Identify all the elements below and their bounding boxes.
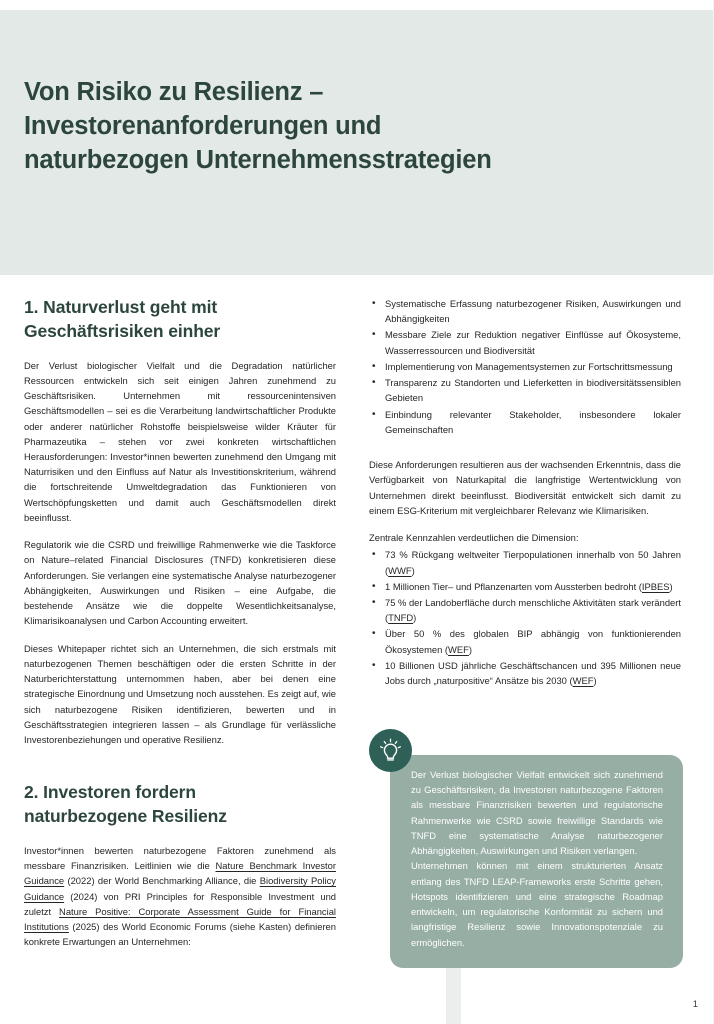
page-title-line-1: Von Risiko zu Resilienz – [24,78,324,106]
metric-text-tail: ) [593,675,597,687]
section-heading-1-line-1: 1. Naturverlust geht mit [24,297,218,317]
list-item: • Systematische Erfassung naturbezogener Risiken, Auswirkungen und Abhängigkeiten [369,296,681,326]
section-heading-2 [24,781,336,829]
metric-text: 75 % der Landoberfläche durch menschliche Aktivitäten stark verändert ( [385,596,681,624]
guidance-link-1[interactable]: Nature Benchmark Investor Guidance [24,860,336,887]
source-link[interactable]: WEF [572,675,594,687]
section1-paragraph-1: Der Verlust biologischer Vielfalt und die Degradation natürlicher Ressourcen entwickeln sich seit einigen Jahren zunehmend zu Geschäftsrisiken. Unternehmen mit ressourcenintensiven Geschäftsmodellen – sei es die Verarbeitung landwirtschaftlicher Produkte oder anderer natürlicher Rohstoffe beispielsweise wilder Kräuter für Pharmazeutika – stehen vor zwei konkreten wirtschaftlichen Herausforderungen: Investor*innen bewerten zunehmend den Umgang mit Naturrisiken und den Einfluss auf Natur als Investitionskriterium, während die fortschreitende Umweltdegradation das Funktionieren von Wertschöpfungsketten und damit auch Geschäftsmodellen direkt beeinflusst. [24,359,336,523]
metric-text-tail: ) [468,643,473,655]
metric-text-tail: ) [411,564,415,576]
source-link[interactable]: WWF [388,564,412,576]
callout-text [411,767,663,950]
callout-paragraph-1: Der Verlust biologischer Vielfalt entwickelt sich zunehmend zu Geschäftsrisiken, da Investoren naturbezogene Faktoren als messbare Finanzrisiken bewerten und regulatorische Rahmenwerke wie CSRD sowie freiwillige Standards wie TNFD eine systematische Analyse naturbezogener Abhängigkeiten, Auswirkungen und Risiken verlangen. [411,769,663,857]
section1-paragraph-2: Regulatorik wie die CSRD und freiwillige Rahmenwerke wie die Taskforce on Nature–related Financial Disclosures (TNFD) konkretisieren diese Anforderungen. Sie verlangen eine systematische Analyse naturbezogener Abhängigkeiten, Auswirkungen und Risiken – eine Aufgabe, die bestehende Ansätze wie die doppelte Wesentlichkeitsanalyse, Klimarisikoanalysen und Carbon Accounting erweitert. [24,539,336,627]
section2-paragraph [24,843,336,950]
list-gap [369,449,681,457]
metric-text: 73 % Rückgang weltweiter Tierpopulationen innerhalb von 50 Jahren ( [385,549,681,576]
paragraph-text-4: (2024) von PRI Principles for Responsible Investment und zuletzt [24,890,336,917]
list-item [369,658,681,688]
metric-text-tail: ) [669,580,673,592]
source-link[interactable]: IPBES [641,580,670,592]
section1-paragraph-3: Dieses Whitepaper richtet sich an Unternehmen, die sich erstmals mit naturbezogenen Themen beschäftigen oder die ersten Schritte in der Naturberichterstattung unternommen haben, aber bei denen eine strategische Einordnung und Umsetzung noch ausstehen. Es zeigt auf, wie sich naturbezogene Risiken identifizieren, bewerten und in Geschäftsstrategien integrieren lassen – als Grundlage für verlässliche Investorenbeziehungen und operative Resilienz. [24,642,336,745]
list-item [369,595,681,625]
section-heading-2-line-1: 2. Investoren fordern [24,782,196,803]
paragraph-text-6: (2025) des World Economic Forums (siehe Kasten) definieren konkrete Erwartungen an Unternehmen: [24,920,336,948]
page-number: 1 [692,999,698,1010]
list-item [369,579,681,594]
list-item [369,547,681,577]
right-column [369,296,681,700]
metrics-bullet-list [369,547,681,688]
list-item [369,626,681,656]
guidance-link-5[interactable]: Nature Positive: Corporate Assessment Guide for Financial Institutions [24,905,336,932]
metric-text-tail: ) [413,612,417,624]
page-title [24,76,694,178]
paragraph-text-2: (2022) der World Benchmarking Alliance, die [64,875,260,887]
page-title-line-2: Investorenanforderungen und [24,111,382,140]
page-title-line-3: naturbezogen Unternehmensstrategien [24,145,492,174]
list-item: • Implementierung von Managementsystemen zur Fortschrittsmessung [369,359,681,374]
lightbulb-icon [369,729,412,772]
requirements-paragraph: Diese Anforderungen resultieren aus der wachsenden Erkenntnis, dass die Verfügbarkeit von Naturkapital die langfristige Wertentwicklung von Unternehmen direkt beeinflusst. Biodiversität entwickelt sich damit zu einem ESG-Kriterium mit vergleichbarer Relevanz wie Klimarisiken. [369,459,681,516]
metric-text: Über 50 % des globalen BIP abhängig von funktionierenden Ökosystemen ( [385,628,681,655]
section-heading-1-line-2: Geschäftsrisiken einher [24,320,221,341]
section-gap [24,759,336,781]
metrics-intro: Zentrale Kennzahlen verdeutlichen die Dimension: [369,532,579,544]
section-heading-1 [24,296,336,344]
list-item: • Messbare Ziele zur Reduktion negativer Einflüsse auf Ökosysteme, Wasserressourcen und Biodiversität [369,327,681,357]
guidance-link-3[interactable]: Biodiversity Policy Guidance [24,875,336,902]
callout-block [369,729,689,979]
source-link[interactable]: WEF [448,643,469,655]
paragraph-text-0: Investor*innen bewerten naturbezogene Faktoren zunehmend als messbare Finanzrisiken. Leitlinien wie die [24,844,336,872]
callout-paragraph-2: Unternehmen können mit einem strukturierten Ansatz entlang des TNFD LEAP-Frameworks erste Schritte gehen, Hotspots identifizieren und eine strategische Roadmap entwickeln, um regulatorische Konformität zu sichern und langfristige Resilienz sowie Innovationspotenziale zu ermöglichen. [411,860,663,948]
section-heading-2-line-2: naturbezogene Resilienz [24,806,227,827]
list-item: • Einbindung relevanter Stakeholder, insbesondere lokaler Gemeinschaften [369,407,681,437]
decorative-bar [446,968,461,1024]
source-link[interactable]: TNFD [388,612,414,624]
left-column [24,296,336,949]
metric-text: 10 Billionen USD jährliche Geschäftschancen und 395 Millionen neue Jobs durch „naturpositive“ Ansätze bis 2030 ( [385,659,681,687]
metric-text: 1 Millionen Tier– und Pflanzenarten vom Aussterben bedroht ( [385,580,642,592]
requirements-bullet-list [369,296,681,437]
list-item: • Transparenz zu Standorten und Lieferketten in biodiversitätssensiblen Gebieten [369,375,681,405]
